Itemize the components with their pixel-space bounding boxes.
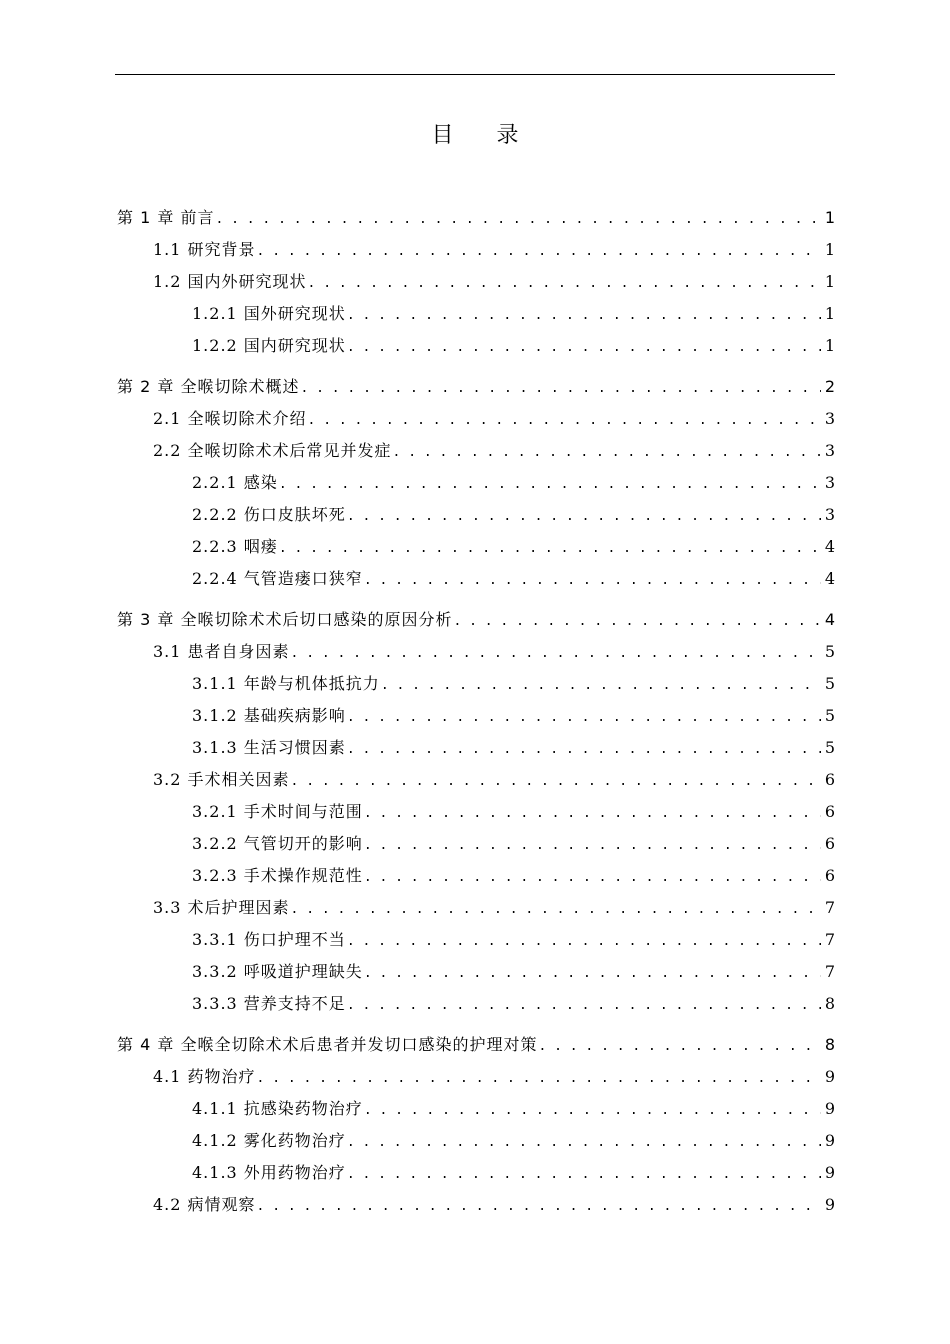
toc-chapter-entry[interactable] xyxy=(117,604,835,636)
toc-entry-label: 2.2.2 伤口皮肤坏死 xyxy=(192,505,346,524)
toc-page-number: 6 xyxy=(824,770,835,789)
toc-entry-label: 2.2 全喉切除术术后常见并发症 xyxy=(153,441,392,460)
toc-dot-leader xyxy=(257,236,821,266)
toc-chapter-entry[interactable] xyxy=(117,1029,835,1061)
toc-section-entry[interactable] xyxy=(117,435,835,467)
toc-dot-leader xyxy=(364,565,821,595)
toc-dot-leader xyxy=(364,798,821,828)
toc-page-number: 9 xyxy=(824,1067,835,1086)
toc-chapter-entry[interactable] xyxy=(117,202,835,234)
toc-page-number: 8 xyxy=(824,994,835,1013)
toc-dot-leader xyxy=(291,894,821,924)
toc-dot-leader xyxy=(364,958,821,988)
toc-page-number: 6 xyxy=(824,802,835,821)
toc-chapter-entry[interactable] xyxy=(117,371,835,403)
toc-subsection-entry[interactable] xyxy=(117,1125,835,1157)
toc-section-entry[interactable] xyxy=(117,403,835,435)
table-of-contents xyxy=(117,202,835,1221)
toc-page-number: 7 xyxy=(824,898,835,917)
toc-page-number: 1 xyxy=(824,336,835,355)
toc-entry-label: 2.2.3 咽瘘 xyxy=(192,537,278,556)
toc-dot-leader xyxy=(538,1031,820,1061)
toc-subsection-entry[interactable] xyxy=(117,467,835,499)
toc-entry-label: 4.1 药物治疗 xyxy=(153,1067,256,1086)
toc-dot-leader xyxy=(257,1191,821,1221)
toc-entry-label: 第 2 章 全喉切除术概述 xyxy=(117,377,300,396)
toc-subsection-entry[interactable] xyxy=(117,860,835,892)
toc-entry-label: 4.1.2 雾化药物治疗 xyxy=(192,1131,346,1150)
toc-subsection-entry[interactable] xyxy=(117,1093,835,1125)
toc-page-number: 5 xyxy=(824,738,835,757)
toc-entry-label: 4.2 病情观察 xyxy=(153,1195,256,1214)
toc-page-number: 3 xyxy=(824,409,835,428)
toc-entry-label: 1.1 研究背景 xyxy=(153,240,256,259)
toc-subsection-entry[interactable] xyxy=(117,732,835,764)
toc-dot-leader xyxy=(279,469,821,499)
toc-dot-leader xyxy=(257,1063,821,1093)
toc-entry-label: 1.2 国内外研究现状 xyxy=(153,272,307,291)
toc-section-entry[interactable] xyxy=(117,266,835,298)
toc-section-entry[interactable] xyxy=(117,1189,835,1221)
toc-page-number: 2 xyxy=(824,377,835,396)
toc-entry-label: 3.1.2 基础疾病影响 xyxy=(192,706,346,725)
toc-dot-leader xyxy=(364,862,821,892)
toc-subsection-entry[interactable] xyxy=(117,828,835,860)
toc-dot-leader xyxy=(347,1127,821,1157)
page-title: 目 录 xyxy=(431,123,537,148)
toc-page-number: 6 xyxy=(824,866,835,885)
toc-page-number: 1 xyxy=(824,272,835,291)
toc-page-number: 9 xyxy=(824,1131,835,1150)
toc-dot-leader xyxy=(347,501,821,531)
toc-entry-label: 4.1.3 外用药物治疗 xyxy=(192,1163,346,1182)
toc-page-number: 9 xyxy=(824,1099,835,1118)
toc-entry-label: 1.2.1 国外研究现状 xyxy=(192,304,346,323)
toc-page-number: 5 xyxy=(824,642,835,661)
toc-dot-leader xyxy=(215,204,820,234)
toc-entry-label: 3.2.1 手术时间与范围 xyxy=(192,802,363,821)
toc-dot-leader xyxy=(347,1159,821,1189)
toc-subsection-entry[interactable] xyxy=(117,700,835,732)
header-rule xyxy=(115,74,835,75)
toc-entry-label: 3.1 患者自身因素 xyxy=(153,642,290,661)
toc-section-entry[interactable] xyxy=(117,764,835,796)
toc-subsection-entry[interactable] xyxy=(117,531,835,563)
toc-entry-label: 3.2.2 气管切开的影响 xyxy=(192,834,363,853)
toc-page-number: 3 xyxy=(824,473,835,492)
toc-dot-leader xyxy=(347,990,821,1020)
toc-dot-leader xyxy=(347,702,821,732)
toc-section-entry[interactable] xyxy=(117,234,835,266)
toc-entry-label: 1.2.2 国内研究现状 xyxy=(192,336,346,355)
toc-entry-label: 3.3 术后护理因素 xyxy=(153,898,290,917)
toc-dot-leader xyxy=(347,332,821,362)
toc-page-number: 6 xyxy=(824,834,835,853)
toc-entry-label: 3.1.1 年龄与机体抵抗力 xyxy=(192,674,380,693)
toc-entry-label: 3.3.3 营养支持不足 xyxy=(192,994,346,1013)
toc-dot-leader xyxy=(347,300,821,330)
toc-page-number: 7 xyxy=(824,962,835,981)
toc-entry-label: 3.1.3 生活习惯因素 xyxy=(192,738,346,757)
toc-subsection-entry[interactable] xyxy=(117,298,835,330)
toc-entry-label: 2.2.4 气管造瘘口狭窄 xyxy=(192,569,363,588)
toc-entry-label: 第 4 章 全喉全切除术术后患者并发切口感染的护理对策 xyxy=(117,1035,538,1054)
toc-dot-leader xyxy=(347,734,821,764)
toc-page-number: 8 xyxy=(824,1035,835,1054)
toc-dot-leader xyxy=(381,670,821,700)
toc-page-number: 1 xyxy=(824,240,835,259)
toc-section-entry[interactable] xyxy=(117,892,835,924)
toc-subsection-entry[interactable] xyxy=(117,563,835,595)
toc-page-number: 1 xyxy=(824,304,835,323)
toc-subsection-entry[interactable] xyxy=(117,988,835,1020)
toc-entry-label: 2.2.1 感染 xyxy=(192,473,278,492)
toc-entry-label: 2.1 全喉切除术介绍 xyxy=(153,409,307,428)
toc-dot-leader xyxy=(453,606,820,636)
toc-subsection-entry[interactable] xyxy=(117,499,835,531)
toc-entry-label: 4.1.1 抗感染药物治疗 xyxy=(192,1099,363,1118)
toc-entry-label: 3.2.3 手术操作规范性 xyxy=(192,866,363,885)
toc-dot-leader xyxy=(364,1095,821,1125)
toc-page-number: 1 xyxy=(824,208,835,227)
toc-page-number: 3 xyxy=(824,505,835,524)
toc-section-entry[interactable] xyxy=(117,636,835,668)
toc-dot-leader xyxy=(300,373,820,403)
toc-dot-leader xyxy=(279,533,821,563)
toc-dot-leader xyxy=(393,437,821,467)
toc-dot-leader xyxy=(291,766,821,796)
toc-section-entry[interactable] xyxy=(117,1061,835,1093)
toc-subsection-entry[interactable] xyxy=(117,330,835,362)
toc-entry-label: 3.3.2 呼吸道护理缺失 xyxy=(192,962,363,981)
toc-subsection-entry[interactable] xyxy=(117,796,835,828)
toc-entry-label: 第 1 章 前言 xyxy=(117,208,215,227)
toc-dot-leader xyxy=(364,830,821,860)
toc-entry-label: 3.2 手术相关因素 xyxy=(153,770,290,789)
toc-dot-leader xyxy=(308,268,821,298)
toc-page-number: 5 xyxy=(824,674,835,693)
toc-dot-leader xyxy=(291,638,821,668)
toc-page-number: 4 xyxy=(824,537,835,556)
toc-page-number: 7 xyxy=(824,930,835,949)
toc-page-number: 5 xyxy=(824,706,835,725)
toc-subsection-entry[interactable] xyxy=(117,1157,835,1189)
toc-entry-label: 3.3.1 伤口护理不当 xyxy=(192,930,346,949)
toc-page-number: 4 xyxy=(824,569,835,588)
toc-page-number: 9 xyxy=(824,1195,835,1214)
toc-page-number: 3 xyxy=(824,441,835,460)
toc-page-number: 4 xyxy=(824,610,835,629)
toc-entry-label: 第 3 章 全喉切除术术后切口感染的原因分析 xyxy=(117,610,453,629)
toc-subsection-entry[interactable] xyxy=(117,668,835,700)
toc-dot-leader xyxy=(347,926,821,956)
toc-page-number: 9 xyxy=(824,1163,835,1182)
toc-subsection-entry[interactable] xyxy=(117,924,835,956)
toc-subsection-entry[interactable] xyxy=(117,956,835,988)
toc-dot-leader xyxy=(308,405,821,435)
